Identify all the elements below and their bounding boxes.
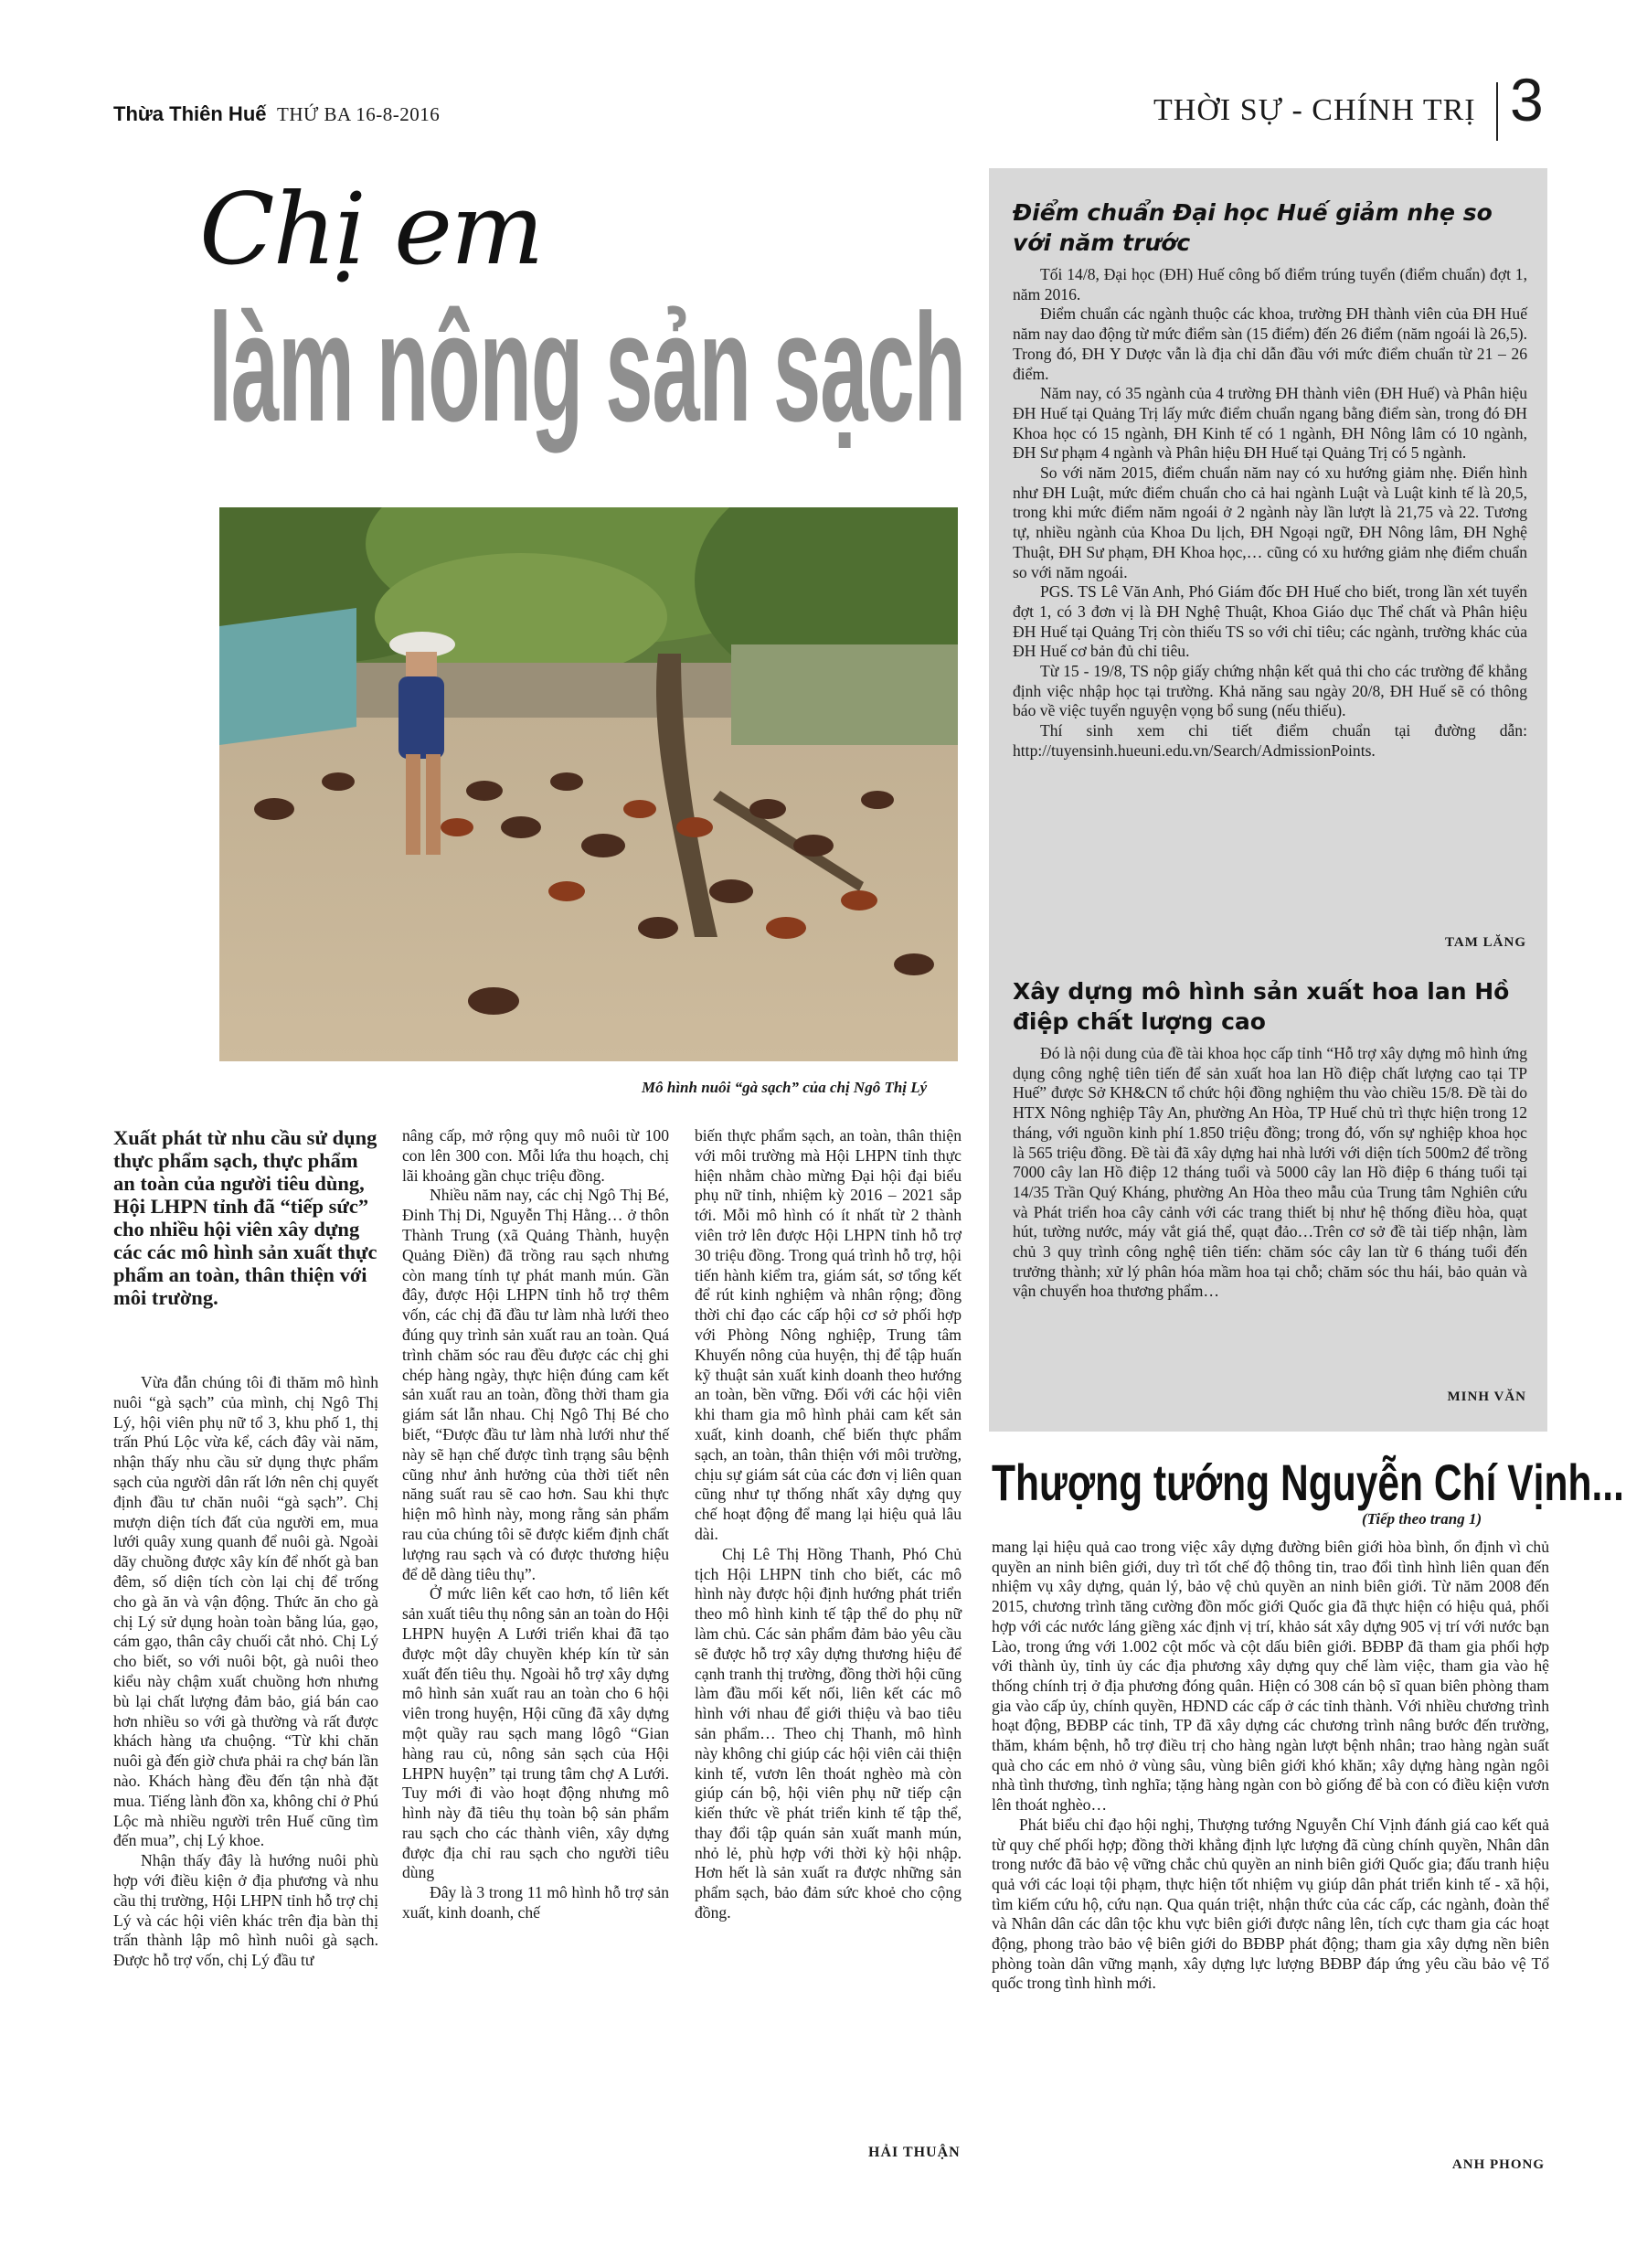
article-column-2 xyxy=(402,1126,669,1923)
sidebar-article-2-title: Xây dựng mô hình sản xuất hoa lan Hồ điệp chất lượng cao xyxy=(1013,978,1510,1035)
sidebar-article-1-title: Điểm chuẩn Đại học Huế giảm nhẹ so với năm trước xyxy=(1013,199,1493,256)
paragraph: Đó là nội dung của đề tài khoa học cấp tỉnh “Hỗ trợ xây dựng mô hình ứng dụng công nghệ tiên tiến để sản xuất hoa lan Hồ điệp chất lượng cao tại TP Huế” được Sở KH&CN tổ chức hội đồng nghiệm thu vào chiều 15/8. Đề tài do HTX Nông nghiệp Tây An, phường An Hòa, TP Huế chủ trì thực hiện trong 12 tháng, với nguồn kinh phí 1.850 triệu đồng; trong đó, vốn sự nghiệp khoa học là 565 triệu đồng. Đề tài đã xây dựng hai nhà lưới với diện tích 500m2 để trồng 7000 cây lan Hồ điệp 12 tháng tuổi và 5000 cây lan Hồ điệp 6 tháng tuổi tại 14/35 Trần Quý Kháng, phường An Hòa theo mẫu của Trung tâm Nghiên cứu và Phát triển hoa cây cảnh với các trang thiết bị như hệ thống điều hòa, quạt hút, tường nước, máy vắt giá thể, quạt đảo…Trên cơ sở đề tài tiếp nhận, làm chủ 3 quy trình công nghệ tiên tiến: chăm sóc cây lan từ 6 tháng tuổi đến trưởng thành; xử lý phân hóa mầm hoa tại chỗ; chăm sóc thu hái, bảo quản và vận chuyển hoa thương phẩm… xyxy=(1013,1044,1527,1301)
photo-caption: Mô hình nuôi “gà sạch” của chị Ngô Thị Lý xyxy=(642,1079,928,1096)
paragraph: Thí sinh xem chi tiết điểm chuẩn tại đường dẫn: http://tuyensinh.hueuni.edu.vn/Search/AdmissionPoints. xyxy=(1013,721,1527,760)
paragraph: mang lại hiệu quả cao trong việc xây dựng đường biên giới hòa bình, ổn định vì chủ quyền an ninh biên giới, duy trì tốt chế độ thông tin, trao đổi tình hình liên quan đến nhiệm vụ xây dựng, quản lý, bảo vệ chủ quyền an ninh biên giới. Từ năm 2008 đến 2015, chương trình tăng cường đồn mốc giới Quốc gia đã thực hiện có hiệu quả, phối hợp với các nước láng giềng xác định vị trí, khảo sát xây dựng 905 vị trí với nước bạn Lào, trong ứng với 1.002 cột mốc và cột dấu biên giới. BĐBP đã tham gia phối hợp với thành ủy, tỉnh ủy các địa phương xây dựng quy chế làm việc, tham gia vào hệ thống chính trị ở địa phương đóng quân. Hiện có 308 cán bộ sĩ quan biên phòng tham gia vào cấp ủy, chính quyền, HĐND các cấp ở các tỉnh thành. Với nhiều chương trình hoạt động, BĐBP các tỉnh, TP đã xây dựng các chương trình nâng bước đến trường, thăm, khám bệnh, hỗ trợ điều trị cho hàng ngàn lượt bệnh nhân; trao hàng ngàn suất quà cho các em nhỏ ở vùng sâu, vùng biên giới khó khăn; xây dựng hàng ngàn ngôi nhà tình thương, tình nghĩa; tặng hàng ngàn con bò giống để bà con có điều kiện vươn lên thoát nghèo… xyxy=(992,1538,1549,1815)
paragraph: So với năm 2015, điểm chuẩn năm nay có xu hướng giảm nhẹ. Điển hình như ĐH Luật, mức điểm chuẩn cho cả hai ngành Luật và Luật kinh tế là 20,5, trong khi mức điểm năm ngoái ở 2 ngành này lần lượt là 21,75 và 22. Tương tự, nhiều ngành của Khoa Du lịch, ĐH Ngoại ngữ, ĐH Nông lâm, ĐH Nghệ Thuật, ĐH Sư phạm, ĐH Khoa học,… cũng có xu hướng giảm nhẹ điểm chuẩn so với năm ngoái. xyxy=(1013,463,1527,581)
paragraph: Chị Lê Thị Hồng Thanh, Phó Chủ tịch Hội LHPN tỉnh cho biết, các mô hình này được hội định hướng phát triển theo mô hình kinh tế tập thể do phụ nữ làm chủ. Các sản phẩm đảm bảo yêu cầu sẽ được hỗ trợ xây dựng thương hiệu để cạnh tranh thị trường, đồng thời hội cũng làm đầu mối kết nối, liên kết các mô hình với nhau để giới thiệu và bao tiêu sản phẩm… Theo chị Thanh, mô hình này không chỉ giúp các hội viên cải thiện kinh tế, vươn lên thoát nghèo mà còn giúp cán bộ, hội viên phụ nữ tiếp cận kiến thức về phát triển kinh tế tập thể, thay đổi tập quán sản xuất manh mún, nhỏ lẻ, phù hợp với thời kỳ hội nhập. Hơn hết là sản xuất ra được những sản phẩm sạch, bảo đảm sức khoẻ cho cộng đồng. xyxy=(695,1544,962,1922)
article-3-body xyxy=(992,1538,1549,1994)
paragraph: nâng cấp, mở rộng quy mô nuôi từ 100 con lên 300 con. Mỗi lứa thu hoạch, chị lãi khoảng gần chục triệu đồng. xyxy=(402,1126,669,1185)
paragraph: Ở mức liên kết cao hơn, tổ liên kết sản xuất tiêu thụ nông sản an toàn do Hội LHPN huyện A Lưới triển khai đã tạo được một dây chuyền khép kín từ sản xuất đến tiêu thụ. Ngoài hỗ trợ xây dựng mô hình sản xuất rau an toàn cho 6 hội viên trong huyện, Hội cũng đã xây dựng một quầy rau sạch mang lôgô “Gian hàng rau củ, nông sản sạch của Hội LHPN huyện” tại trung tâm chợ A Lưới. Tuy mới đi vào hoạt động nhưng mô hình này đã tiêu thụ toàn bộ sản phẩm rau sạch cho các thành viên, xây dựng được địa chỉ rau sạch cho người tiêu dùng xyxy=(402,1584,669,1882)
main-title-line-2: làm nông sản sạch xyxy=(208,282,965,453)
page-number: 3 xyxy=(1510,66,1544,133)
article-3-byline: ANH PHONG xyxy=(1451,2157,1545,2172)
paragraph: Điểm chuẩn các ngành thuộc các khoa, trường ĐH thành viên của ĐH Huế năm nay dao động từ mức điểm sàn (15 điểm) đến 26 điểm (năm ngoái là 26,5). Trong đó, ĐH Y Dược vẫn là địa chỉ dẫn đầu với mức điểm chuẩn từ 21 – 26 điểm. xyxy=(1013,304,1527,383)
paragraph: Vừa đẫn chúng tôi đi thăm mô hình nuôi “gà sạch” của mình, chị Ngô Thị Lý, hội viên phụ nữ tổ 3, khu phố 1, thị trấn Phú Lộc vừa kể, cách đây vài năm, nhận thấy nhu cầu sử dụng thực phẩm sạch của người dân rất lớn nên chị quyết định đầu tư chăn nuôi “gà sạch”. Chị mượn diện tích đất của người em, mua lưới quây xung quanh để nuôi gà. Ngoài dãy chuồng được xây kín để nhốt gà ban đêm, số diện tích còn lại chị để trống cho gà ăn và vận động. Thức ăn cho gà chị Lý sử dụng hoàn toàn bằng lúa, gạo, cám gạo, thân cây chuối cắt nhỏ. Chị Lý cho biết, so với nuôi bột, gà nuôi theo kiểu này chậm xuất chuồng hơn nhưng bù lại chất lượng đảm bảo, giá bán cao hơn nhiều so với gà thường và rất được khách hàng ưa chuộng. “Từ khi chăn nuôi gà đến giờ chưa phải ra chợ bán lần nào. Khách hàng đều đến tận nhà đặt mua. Tiếng lành đồn xa, không chỉ ở Phú Lộc mà nhiều người trên Huế cũng tìm đến mua”, chị Lý khoe. xyxy=(113,1373,378,1850)
article-lead: Xuất phát từ nhu cầu sử dụng thực phẩm sạch, thực phẩm an toàn của người tiêu dùng, Hội LHPN tỉnh đã “tiếp sức” cho nhiều hội viên xây dựng các các mô hình sản xuất thực phẩm an toàn, thân thiện với môi trường. xyxy=(113,1126,377,1309)
header-divider xyxy=(1496,82,1498,141)
section-title: THỜI SỰ - CHÍNH TRỊ xyxy=(1153,93,1476,127)
chicken-farm-photo xyxy=(219,507,958,1061)
sidebar-article-2-byline: MINH VĂN xyxy=(1447,1390,1526,1404)
sidebar-article-1-body xyxy=(1013,265,1527,761)
article-3-title: Thượng tướng Nguyễn Chí Vịnh... xyxy=(992,1453,1624,1511)
main-title-line-1: Chị em xyxy=(199,173,543,287)
article-photo xyxy=(219,507,958,1061)
paragraph: Đây là 3 trong 11 mô hình hỗ trợ sản xuất, kinh doanh, chế xyxy=(402,1883,669,1922)
paragraph: Nhận thấy đây là hướng nuôi phù hợp với điều kiện ở địa phương và nhu cầu thị trường, Hội LHPN tỉnh hỗ trợ chị Lý và các hội viên khác trên địa bàn thị trấn thành lập mô hình nuôi gà sạch. Được hỗ trợ vốn, chị Lý đầu tư xyxy=(113,1851,378,1970)
paragraph: Tối 14/8, Đại học (ĐH) Huế công bố điểm trúng tuyển (điểm chuẩn) đợt 1, năm 2016. xyxy=(1013,265,1527,303)
paragraph: Nhiều năm nay, các chị Ngô Thị Bé, Đinh Thị Di, Nguyễn Thị Hằng… ở thôn Thành Trung (xã Quảng Thành, huyện Quảng Điền) đã trồng rau sạch nhưng còn mang tính tự phát manh mún. Gần đây, được Hội LHPN tỉnh hỗ trợ thêm vốn, các chị đã đầu tư làm nhà lưới theo đúng quy trình sản xuất rau an toàn. Quá trình chăm sóc rau đều được các chị ghi chép hàng ngày, thực hiện đúng cam kết sản xuất rau an toàn, đồng thời tham gia giám sát lẫn nhau. Chị Ngô Thị Bé cho biết, “Được đầu tư làm nhà lưới như thế này sẽ hạn chế được tình trạng sâu bệnh cũng như ảnh hưởng của thời tiết nên năng suất rau sẽ cao hơn. Sau khi thực hiện mô hình này, mong rằng sản phẩm rau của chúng tôi sẽ được kiểm định chất lượng rau sạch và có được thương hiệu để dễ dàng tiêu thụ”. xyxy=(402,1186,669,1583)
article-column-3 xyxy=(695,1126,962,1923)
paragraph: Từ 15 - 19/8, TS nộp giấy chứng nhận kết quả thi cho các trường để khẳng định việc nhập học tại trường. Khả năng sau ngày 20/8, ĐH Huế sẽ có thông báo về việc tuyển nguyện vọng bổ sung (nếu thiếu). xyxy=(1013,662,1527,720)
issue-date: THỨ BA 16-8-2016 xyxy=(277,103,441,125)
paragraph: PGS. TS Lê Văn Anh, Phó Giám đốc ĐH Huế cho biết, trong lần xét tuyển đợt 1, có 3 đơn vị là ĐH Nghệ Thuật, Khoa Giáo dục Thể chất và Phân hiệu ĐH Huế tại Quảng Trị còn thiếu TS so với chỉ tiêu; các ngành, trường khác của ĐH Huế cơ bản đủ chỉ tiêu. xyxy=(1013,582,1527,661)
article-column-1 xyxy=(113,1373,378,1971)
paragraph: Năm nay, có 35 ngành của 4 trường ĐH thành viên (ĐH Huế) và Phân hiệu ĐH Huế tại Quảng Trị lấy mức điểm chuẩn ngang bằng điểm sàn, trong đó ĐH Khoa học có 15 ngành, ĐH Kinh tế có 1 ngành, ĐH Nông lâm có 10 ngành, ĐH Sư phạm 4 ngành và Phân hiệu ĐH Huế tại Quảng Trị có 5 ngành. xyxy=(1013,384,1527,463)
continued-note: (Tiếp theo trang 1) xyxy=(1362,1510,1482,1528)
paragraph: biến thực phẩm sạch, an toàn, thân thiện với môi trường mà Hội LHPN tỉnh thực hiện nhằm chào mừng Đại hội đại biểu phụ nữ tỉnh, nhiệm kỳ 2016 – 2021 sắp tới. Mỗi mô hình có ít nhất từ 2 thành viên trở lên được Hội LHPN tỉnh hỗ trợ 30 triệu đồng. Trong quá trình hỗ trợ, hội tiến hành kiểm tra, giám sát, sơ tổng kết để rút kinh nghiệm và nhân rộng; đồng thời chỉ đạo các cấp hội cơ sở phối hợp với Phòng Nông nghiệp, Trung tâm Khuyến nông của huyện, thị để tập huấn kỹ thuật sản xuất kinh doanh theo hướng an toàn, bền vững. Đối với các hội viên khi tham gia mô hình phải cam kết sản xuất, kinh doanh, chế biến thực phẩm sạch, an toàn, thân thiện với môi trường, chịu sự giám sát của các đơn vị liên quan cũng như tự thống nhất xây dựng quy chế hoạt động để mang lại hiệu quả lâu dài. xyxy=(695,1126,962,1543)
newspaper-name: Thừa Thiên Huế xyxy=(113,102,267,125)
sidebar-article-1-byline: TAM LĂNG xyxy=(1445,935,1526,950)
article-byline: HẢI THUẬN xyxy=(868,2145,961,2160)
sidebar-article-2-body xyxy=(1013,1044,1527,1302)
paragraph: Phát biểu chỉ đạo hội nghị, Thượng tướng Nguyễn Chí Vịnh đánh giá cao kết quả từ quy chế phối hợp; đồng thời khẳng định lực lượng đã cùng chính quyền, Nhân dân trong nước đã bảo vệ vững chắc chủ quyền an ninh biên giới Quốc gia; đấu tranh hiệu quả với các loại tội phạm, thực hiện tốt nhiệm vụ giúp dân phát triển kinh tế - xã hội, tìm kiếm cứu hộ, cứu nạn. Qua quán triệt, nhận thức của các cấp, các ngành, đoàn thể và Nhân dân các dân tộc khu vực biên giới được nâng lên, tích cực tham gia các hoạt động, phong trào bảo vệ biên giới do BĐBP phát động; tham gia xây dựng nền biên phòng toàn dân vững mạnh, xây dựng lực lượng BĐBP đáp ứng yêu cầu bảo vệ Tổ quốc trong tình hình mới. xyxy=(992,1815,1549,1993)
